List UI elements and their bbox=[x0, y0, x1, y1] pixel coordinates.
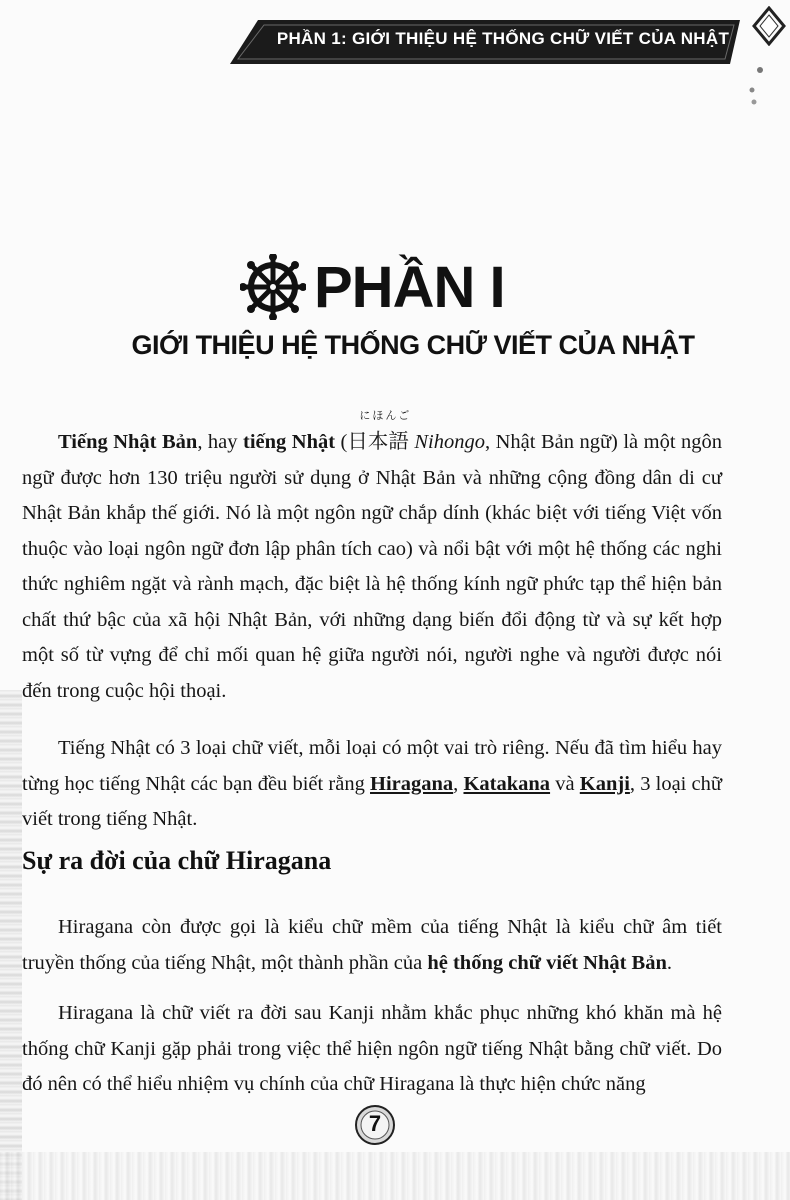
text: ( bbox=[335, 431, 348, 453]
paragraph-hiragana-definition bbox=[22, 910, 722, 981]
paragraph-hiragana-origin bbox=[22, 996, 722, 1103]
part-title: PHẦN I bbox=[314, 254, 505, 320]
part-heading bbox=[240, 252, 505, 322]
paragraph-writing-systems bbox=[22, 731, 722, 838]
dharma-wheel-icon bbox=[240, 254, 306, 320]
link-katakana[interactable]: Katakana bbox=[463, 772, 551, 795]
scan-bottom-noise bbox=[0, 1152, 790, 1200]
banner-title: PHẦN 1: GIỚI THIỆU HỆ THỐNG CHỮ VIẾT CỦA NHẬT bbox=[276, 29, 730, 48]
kanji: 日本語 bbox=[347, 429, 409, 453]
text: , 3 loại chữ viết trong tiếng Nhật. bbox=[22, 772, 723, 830]
text: Tiếng Nhật có 3 loại chữ viết, mỗi loại có một vai trò riêng. Nếu đã tìm hiểu hay từng học tiếng Nhật các bạn đều biết rằng bbox=[22, 737, 722, 795]
text: . bbox=[666, 951, 673, 974]
text: , Nhật Bản ngữ) là một ngôn ngữ được hơn 130 triệu người sử dụng ở Nhật Bản và những cộng đồng dân di cư Nhật Bản khắp thế giới. Nó là một ngôn ngữ chắp dính (khác biệt với tiếng Việt vốn thuộc vào loại ngôn ngữ đơn lập phân tích cao) và nổi bật với một hệ thống các nghi thức nghiêm ngặt và rành mạch, đặc biệt là hệ thống kính ngữ phức tạp thể hiện bản chất thứ bậc của xã hội Nhật Bản, với những dạng biến đổi động từ và sự kết hợp một số từ vựng để chỉ mối quan hệ giữa người nói, người nghe và người được nói đến trong cuộc hội thoại. bbox=[22, 431, 723, 702]
furigana: にほんご bbox=[359, 410, 412, 422]
corner-dots-icon bbox=[748, 62, 772, 108]
paragraph-intro bbox=[22, 410, 723, 709]
scan-edge-shadow bbox=[0, 690, 22, 1200]
bold-term: hệ thống chữ viết Nhật Bản bbox=[427, 951, 667, 974]
section-heading: Sự ra đời của chữ Hiragana bbox=[22, 846, 332, 875]
page-number-badge bbox=[354, 1104, 396, 1146]
text: , bbox=[453, 772, 464, 795]
page-number: 7 bbox=[368, 1111, 382, 1136]
text: Hiragana là chữ viết ra đời sau Kanji nhằm khắc phục những khó khăn mà hệ thống chữ Kanji gặp phải trong việc thể hiện ngôn ngữ tiếng Nhật bằng chữ viết. Do đó nên có thể hiểu nhiệm vụ chính của chữ Hiragana là thực hiện chức năng bbox=[22, 1002, 722, 1095]
italic-term: Nihongo bbox=[414, 431, 485, 453]
bold-term: Tiếng Nhật Bản bbox=[58, 431, 198, 453]
link-hiragana[interactable]: Hiragana bbox=[370, 772, 454, 795]
text: , hay bbox=[197, 431, 244, 453]
part-subtitle: GIỚI THIỆU HỆ THỐNG CHỮ VIẾT CỦA NHẬT bbox=[131, 330, 695, 360]
chapter-banner bbox=[230, 16, 750, 68]
kanji-with-furigana bbox=[347, 410, 412, 461]
text: và bbox=[550, 772, 580, 795]
link-kanji[interactable]: Kanji bbox=[579, 772, 630, 795]
bold-term: tiếng Nhật bbox=[243, 431, 336, 453]
corner-diamond-icon bbox=[752, 6, 786, 46]
text: Hiragana còn được gọi là kiểu chữ mềm của tiếng Nhật là kiểu chữ âm tiết truyền thống của tiếng Nhật, một thành phần của bbox=[22, 916, 722, 974]
